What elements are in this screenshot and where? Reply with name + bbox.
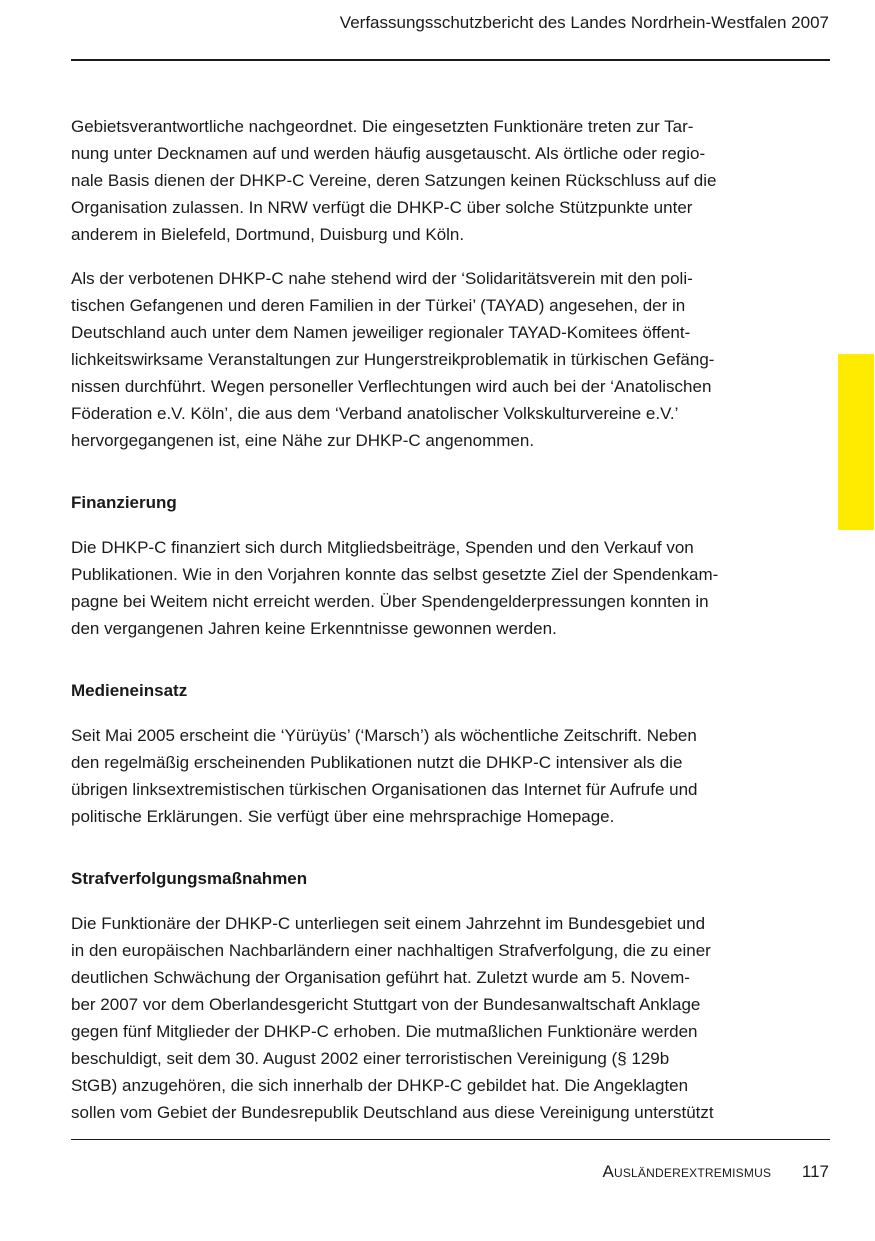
text-line: beschuldigt, seit dem 30. August 2002 einer terroristischen Vereinigung (§ 129b [71,1049,670,1068]
text-line: tischen Gefangenen und deren Familien in der Türkei’ (TAYAD) angesehen, der in [71,296,686,315]
page-footer [602,1162,829,1182]
text-line: gegen fünf Mitglieder der DHKP-C erhoben. Die mutmaßlichen Funktionäre werden [71,1022,698,1041]
text-line: politische Erklärungen. Sie verfügt über eine mehrsprachige Homepage. [71,807,615,826]
text-line: Publikationen. Wie in den Vorjahren konnte das selbst gesetzte Ziel der Spendenkam- [71,565,719,584]
header-rule [71,59,830,61]
paragraph-media [71,722,791,830]
text-line: pagne bei Weitem nicht erreicht werden. Über Spendengelderpressungen konnten in [71,592,709,611]
text-line: StGB) anzugehören, die sich innerhalb der DHKP-C gebildet hat. Die Angeklagten [71,1076,689,1095]
text-line: übrigen linksextremistischen türkischen Organisationen das Internet für Aufrufe und [71,780,698,799]
text-line: Die DHKP-C finanziert sich durch Mitgliedsbeiträge, Spenden und den Verkauf von [71,538,694,557]
text-line: lichkeitswirksame Veranstaltungen zur Hungerstreikproblematik in türkischen Gefäng- [71,350,715,369]
text-line: ber 2007 vor dem Oberlandesgericht Stuttgart von der Bundesanwaltschaft Anklage [71,995,701,1014]
text-line: Seit Mai 2005 erscheint die ‘Yürüyüs’ (‘Marsch’) als wöchentliche Zeitschrift. Neben [71,726,697,745]
heading-financing: Finanzierung [71,493,177,512]
text-line: nung unter Decknamen auf und werden häufig ausgetauscht. Als örtliche oder regio- [71,144,706,163]
page-body [71,113,791,1126]
text-line: den regelmäßig erscheinenden Publikationen nutzt die DHKP-C intensiver als die [71,753,683,772]
page-number: 117 [801,1162,829,1181]
text-line: nissen durchführt. Wegen personeller Verflechtungen wird auch bei der ‘Anatolischen [71,377,712,396]
chapter-marker-tab [838,354,874,530]
text-line: sollen vom Gebiet der Bundesrepublik Deutschland aus diese Vereinigung unterstützt [71,1103,714,1122]
footer-rule [71,1139,830,1140]
running-header: Verfassungsschutzbericht des Landes Nordrhein-Westfalen 2007 [339,13,829,32]
paragraph-financing [71,534,791,642]
text-line: Föderation e.V. Köln’, die aus dem ‘Verband anatolischer Volkskulturvereine e.V.’ [71,404,679,423]
text-line: Organisation zulassen. In NRW verfügt die DHKP-C über solche Stützpunkte unter [71,198,693,217]
text-line: Als der verbotenen DHKP-C nahe stehend wird der ‘Solidaritätsverein mit den poli- [71,269,693,288]
text-line: den vergangenen Jahren keine Erkenntnisse gewonnen werden. [71,619,557,638]
text-line: deutlichen Schwächung der Organisation geführt hat. Zuletzt wurde am 5. Novem- [71,968,690,987]
text-line: hervorgegangenen ist, eine Nähe zur DHKP-C angenommen. [71,431,535,450]
footer-section-title: Ausländerextremismus [602,1162,772,1181]
text-line: anderem in Bielefeld, Dortmund, Duisburg und Köln. [71,225,465,244]
paragraph-tayad [71,265,791,454]
heading-media: Medieneinsatz [71,681,188,700]
paragraph-prosecution [71,910,791,1126]
text-line: Die Funktionäre der DHKP-C unterliegen seit einem Jahrzehnt im Bundesgebiet und [71,914,706,933]
heading-prosecution: Strafverfolgungsmaßnahmen [71,869,308,888]
text-line: Gebietsverantwortliche nachgeordnet. Die eingesetzten Funktionäre treten zur Tar- [71,117,694,136]
text-line: Deutschland auch unter dem Namen jeweiliger regionaler TAYAD-Komitees öffent- [71,323,691,342]
paragraph-organization [71,113,791,248]
text-line: in den europäischen Nachbarländern einer nachhaltigen Strafverfolgung, die zu einer [71,941,711,960]
text-line: nale Basis dienen der DHKP-C Vereine, deren Satzungen keinen Rückschluss auf die [71,171,717,190]
